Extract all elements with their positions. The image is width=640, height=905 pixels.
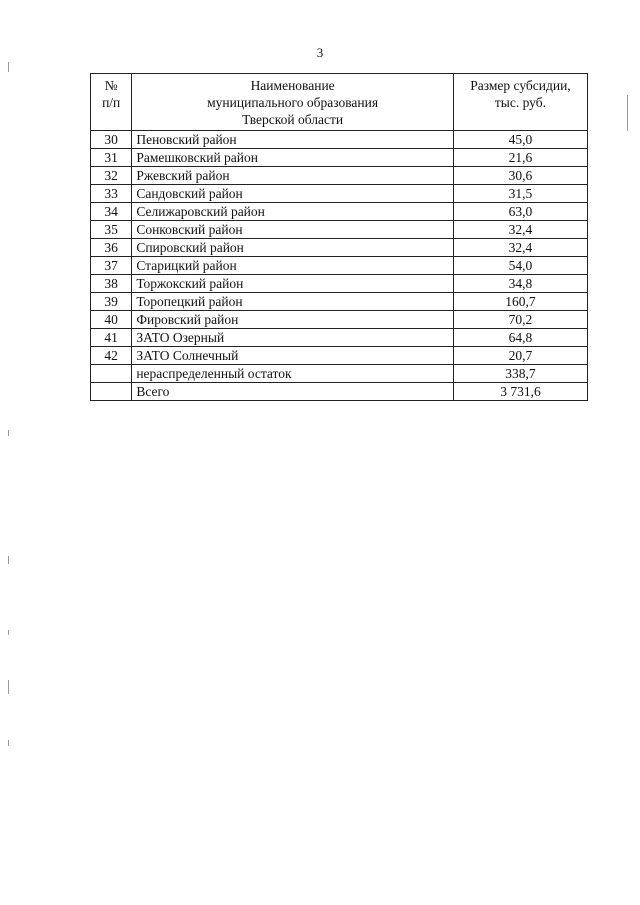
header-subsidy-line: Размер субсидии,	[470, 78, 571, 93]
row-number-cell: 40	[91, 311, 132, 329]
row-municipality-cell: Ржевский район	[132, 167, 454, 185]
table-row	[91, 365, 588, 383]
table-row	[91, 167, 588, 185]
scan-artifact	[8, 680, 9, 694]
row-subsidy-cell: 54,0	[453, 257, 587, 275]
table-row	[91, 257, 588, 275]
header-municipality-line: муниципального образования	[207, 95, 379, 110]
table-row	[91, 239, 588, 257]
header-number-line: №	[104, 78, 118, 93]
row-subsidy-cell: 45,0	[453, 131, 587, 149]
row-subsidy-cell: 21,6	[453, 149, 587, 167]
header-number	[91, 74, 132, 131]
table-row	[91, 149, 588, 167]
row-subsidy-cell: 32,4	[453, 239, 587, 257]
row-number-cell: 38	[91, 275, 132, 293]
table-row	[91, 221, 588, 239]
row-subsidy-cell: 30,6	[453, 167, 587, 185]
row-subsidy-cell: 3 731,6	[453, 383, 587, 401]
scan-artifact	[8, 430, 9, 436]
table-row	[91, 203, 588, 221]
row-subsidy-cell: 160,7	[453, 293, 587, 311]
table-row	[91, 275, 588, 293]
row-municipality-cell: Сонковский район	[132, 221, 454, 239]
page-number: 3	[316, 45, 324, 60]
row-subsidy-cell: 32,4	[453, 221, 587, 239]
row-subsidy-cell: 338,7	[453, 365, 587, 383]
table-row	[91, 311, 588, 329]
row-municipality-cell: Торжокский район	[132, 275, 454, 293]
row-subsidy-cell: 31,5	[453, 185, 587, 203]
table-body	[91, 131, 588, 401]
table-row	[91, 329, 588, 347]
row-municipality-cell: ЗАТО Озерный	[132, 329, 454, 347]
table-row	[91, 293, 588, 311]
header-municipality-line: Тверской области	[242, 112, 344, 127]
subsidy-table	[90, 73, 588, 401]
header-municipality-line: Наименование	[250, 78, 335, 93]
row-municipality-cell: Торопецкий район	[132, 293, 454, 311]
row-municipality-cell: Пеновский район	[132, 131, 454, 149]
scan-artifact	[627, 95, 628, 131]
row-municipality-cell: Спировский район	[132, 239, 454, 257]
scan-artifact	[8, 62, 9, 72]
row-number-cell	[91, 383, 132, 401]
row-municipality-cell: Сандовский район	[132, 185, 454, 203]
row-number-cell: 36	[91, 239, 132, 257]
row-subsidy-cell: 20,7	[453, 347, 587, 365]
header-number-line: п/п	[102, 95, 121, 110]
row-municipality-cell: ЗАТО Солнечный	[132, 347, 454, 365]
scan-artifact	[8, 556, 9, 564]
row-number-cell: 31	[91, 149, 132, 167]
row-number-cell: 33	[91, 185, 132, 203]
row-subsidy-cell: 70,2	[453, 311, 587, 329]
header-subsidy	[453, 74, 587, 131]
row-municipality-cell: Рамешковский район	[132, 149, 454, 167]
header-subsidy-line: тыс. руб.	[494, 95, 546, 110]
row-number-cell: 34	[91, 203, 132, 221]
table-row	[91, 383, 588, 401]
row-municipality-cell: Селижаровский район	[132, 203, 454, 221]
scan-artifact	[8, 630, 9, 635]
row-number-cell: 32	[91, 167, 132, 185]
row-subsidy-cell: 64,8	[453, 329, 587, 347]
table-header-row	[91, 74, 588, 131]
row-subsidy-cell: 34,8	[453, 275, 587, 293]
row-number-cell: 39	[91, 293, 132, 311]
scan-artifact	[8, 740, 9, 746]
table-row	[91, 185, 588, 203]
row-municipality-cell: Старицкий район	[132, 257, 454, 275]
header-municipality	[132, 74, 454, 131]
row-number-cell: 37	[91, 257, 132, 275]
row-number-cell: 35	[91, 221, 132, 239]
row-subsidy-cell: 63,0	[453, 203, 587, 221]
row-municipality-cell: нераспределенный остаток	[132, 365, 454, 383]
row-municipality-cell: Фировский район	[132, 311, 454, 329]
row-number-cell	[91, 365, 132, 383]
row-municipality-cell: Всего	[132, 383, 454, 401]
row-number-cell: 30	[91, 131, 132, 149]
row-number-cell: 42	[91, 347, 132, 365]
table-row	[91, 131, 588, 149]
table-row	[91, 347, 588, 365]
row-number-cell: 41	[91, 329, 132, 347]
